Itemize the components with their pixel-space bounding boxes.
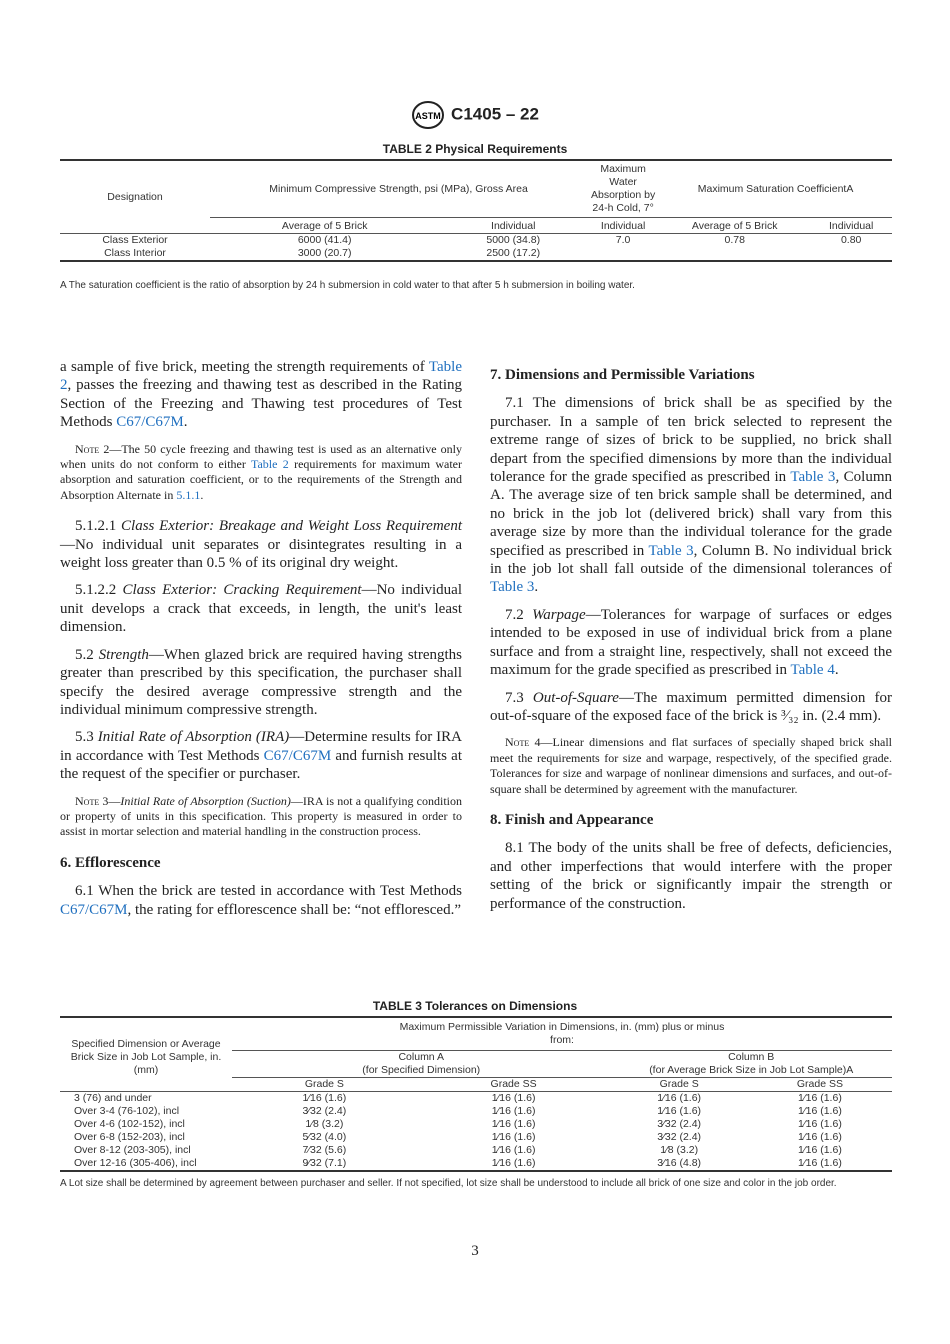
table-cell: 1⁄16 (1.6)	[798, 1131, 842, 1143]
text-segment: —Determine results for IRA in accordance with Test Methods	[60, 729, 463, 764]
text-segment: a sample of five brick, meeting the strength requirements of	[60, 359, 429, 375]
table2-footnote: A The saturation coefficient is the ratio of absorption by 24 h submersion in cold water to that after 5 h submersion in boiling water.	[60, 280, 635, 291]
table-row	[60, 1105, 892, 1118]
text-segment: 3—	[99, 793, 121, 808]
text-segment: .	[834, 662, 839, 679]
left-column	[60, 358, 462, 928]
th-strength: Minimum Compressive Strength, psi (MPa), Gross Area	[269, 182, 528, 195]
table-cell: 1⁄16 (1.6)	[657, 1105, 702, 1117]
th-column-b	[610, 1051, 892, 1078]
paragraph	[490, 606, 892, 680]
th-grade: Grade SS	[417, 1078, 611, 1092]
table-cell: 3⁄32 (2.4)	[657, 1118, 702, 1130]
paragraph	[490, 394, 892, 596]
text-segment: —IRA is not a qualifying condition or property of units in this specification. This property is measured in order to assist in mortar selection and material handling in the construction process.	[60, 793, 463, 839]
table-cell: 1⁄16 (1.6)	[491, 1092, 536, 1104]
paragraph	[60, 882, 462, 919]
column-b-label: Column B	[728, 1051, 775, 1063]
table-cell: 1⁄16 (1.6)	[491, 1157, 536, 1169]
th-sub: Average of 5 Brick	[210, 218, 439, 234]
text-segment: —No individual unit separates or disintegrates resulting in a weight loss greater than 0.5 % of its original dry weight.	[60, 536, 462, 572]
text-segment: Initial Rate of Absorption (IRA)	[97, 729, 290, 746]
table-cell: Over 4-6 (102-152), incl	[74, 1118, 185, 1130]
text-segment: Out-of-Square	[532, 689, 619, 706]
text-segment: and furnish results at the request of the specifier or purchaser.	[60, 747, 462, 783]
svg-text:ASTM: ASTM	[415, 111, 441, 121]
text-segment: —Tolerances for warpage of surfaces or edges intended to be exposed in use of individual brick from a plane surface and from a straight line, respectively, shall not exceed the maximum for the grade specified as prescribed in	[490, 606, 892, 679]
text-segment: Note	[75, 441, 100, 456]
cross-reference-link[interactable]: Table 2	[250, 457, 289, 472]
document-header	[0, 100, 950, 130]
table-cell: 3⁄32 (2.4)	[657, 1131, 702, 1143]
th-sub: Individual	[587, 218, 659, 234]
table-cell: 1⁄16 (1.6)	[491, 1105, 536, 1117]
table-cell: Over 8-12 (203-305), incl	[74, 1144, 191, 1156]
table-cell	[810, 247, 892, 261]
right-column	[490, 358, 892, 922]
table-cell: 1⁄16 (1.6)	[798, 1092, 842, 1104]
table-cell: Over 3-4 (76-102), incl	[74, 1105, 180, 1117]
paragraph	[60, 581, 462, 636]
text-segment: 5.3	[75, 729, 98, 746]
text-segment: 2—The 50 cycle freezing and thawing test is used as an alternative only when units do not conform to either	[60, 441, 462, 472]
table-row	[60, 234, 892, 248]
paragraph	[490, 839, 892, 913]
text-segment: requirements for maximum water absorption and saturation coefficient, or to the requirements of the Strength and Absorption Alternate in	[60, 457, 462, 502]
th-sub: Individual	[810, 218, 892, 234]
table-cell: 3⁄32 (2.4)	[302, 1105, 347, 1117]
table-cell	[587, 247, 659, 261]
section-heading	[490, 366, 892, 384]
table2-caption: TABLE 2 Physical Requirements	[382, 142, 568, 156]
table-cell: 7.0	[615, 234, 631, 246]
th-column-a	[232, 1051, 610, 1078]
table-cell	[659, 247, 810, 261]
table2	[60, 159, 892, 262]
text-segment: Class Exterior: Cracking Requirement	[122, 582, 362, 599]
cross-reference-link[interactable]: Table 3	[790, 469, 836, 486]
text-segment: 5.1.2.2	[75, 582, 123, 599]
text-segment: 6. Efflorescence	[60, 854, 161, 871]
table-row	[60, 1144, 892, 1157]
text-segment: .	[183, 414, 188, 431]
th-dimension: Specified Dimension or Average Brick Size in Job Lot Sample, in. (mm)	[70, 1038, 222, 1076]
table-row	[60, 247, 892, 261]
text-segment: Class Exterior: Breakage and Weight Loss Requirement	[121, 518, 463, 535]
text-segment: 5.1.2.1	[75, 518, 122, 535]
paragraph	[490, 689, 892, 726]
table-row	[60, 1092, 892, 1106]
cross-reference-link[interactable]: C67/C67M	[116, 414, 184, 431]
paragraph	[60, 728, 462, 783]
th-grade: Grade S	[232, 1078, 417, 1092]
table-row	[60, 1118, 892, 1131]
cross-reference-link[interactable]: Table 2	[60, 359, 462, 394]
text-segment: , Column B. No individual brick in the job lot shall fall outside of the dimensional tolerances of	[490, 542, 892, 578]
cross-reference-link[interactable]: Table 3	[648, 542, 694, 559]
table-cell: 9⁄32 (7.1)	[302, 1157, 347, 1169]
cross-reference-link[interactable]: Table 4	[790, 662, 835, 679]
th-absorption: Maximum Water Absorption by 24-h Cold, 7°	[591, 163, 656, 214]
cross-reference-link[interactable]: C67/C67M	[60, 901, 128, 918]
text-segment: 6.1 When the brick are tested in accordance with Test Methods	[75, 883, 462, 900]
table-cell: 1⁄16 (1.6)	[657, 1092, 702, 1104]
column-a-sub: (for Specified Dimension)	[362, 1064, 481, 1076]
text-segment: Note	[75, 793, 100, 808]
table-cell: Over 6-8 (152-203), incl	[74, 1131, 185, 1143]
table-cell: 0.78	[724, 234, 745, 246]
column-b-sub: (for Average Brick Size in Job Lot Sample)A	[649, 1064, 854, 1076]
table-cell: Class Interior	[104, 247, 166, 259]
table-cell: 3⁄16 (4.8)	[657, 1157, 702, 1169]
text-segment: —No individual unit develops a crack that exceeds, in length, the unit's least dimension.	[60, 582, 462, 636]
table-cell: 1⁄16 (1.6)	[491, 1144, 536, 1156]
table-cell: 1⁄16 (1.6)	[491, 1118, 536, 1130]
section-heading	[60, 854, 462, 872]
paragraph	[60, 358, 462, 432]
cross-reference-link[interactable]: C67/C67M	[263, 747, 332, 764]
astm-logo-icon	[411, 100, 445, 130]
text-segment: —When glazed brick are required having strengths greater than prescribed by this specification, the purchaser shall specify the desired average compressive strength and the individual minimum compressive strength.	[60, 646, 462, 718]
table3-footnote: A Lot size shall be determined by agreement between purchaser and seller. If not specified, lot size shall be understood to include all brick of one size and color in the job order.	[60, 1178, 837, 1189]
section-heading	[490, 811, 892, 829]
th-grade: Grade SS	[748, 1078, 892, 1092]
table-cell: 1⁄16 (1.6)	[798, 1105, 842, 1117]
th-max-variation: Maximum Permissible Variation in Dimensions, in. (mm) plus or minus from:	[232, 1017, 892, 1051]
table-cell: 3 (76) and under	[74, 1092, 152, 1104]
text-segment: —The maximum permitted dimension for out-of-square of the exposed face of the brick is ³⁄₃₂ in. (2.4 mm).	[490, 689, 892, 724]
page-number: 3	[471, 1243, 479, 1259]
text-segment: Note	[505, 735, 530, 750]
table-cell: 1⁄8 (3.2)	[660, 1144, 699, 1156]
text-segment: .	[534, 579, 539, 596]
table-cell: 1⁄16 (1.6)	[491, 1131, 536, 1143]
table3-caption: TABLE 3 Tolerances on Dimensions	[372, 999, 578, 1013]
table-row	[60, 1157, 892, 1171]
table-cell: 1⁄8 (3.2)	[305, 1118, 344, 1130]
table3	[60, 1016, 892, 1172]
text-segment: 5.2	[75, 646, 99, 663]
text-segment: 7. Dimensions and Permissible Variations	[490, 367, 755, 383]
table-cell: 1⁄16 (1.6)	[798, 1144, 842, 1156]
text-segment: Strength	[98, 646, 149, 663]
table-cell: 5000 (34.8)	[486, 234, 541, 246]
table-cell: Class Exterior	[102, 234, 168, 246]
table-cell: 6000 (41.4)	[297, 234, 352, 246]
text-segment: 8.1 The body of the units shall be free of defects, deficiencies, and other imperfections that would interfere with the proper setting of the brick or significantly impair the strength or performance of the construction.	[490, 840, 892, 912]
text-segment: , passes the freezing and thawing test as described in the Rating Section of the Freezing and Thawing test procedures of Test Methods	[60, 377, 462, 431]
text-segment: 7.1 The dimensions of brick shall be as specified by the purchaser. In a sample of ten brick selected to represent the extreme range of sizes of brick to be supplied, no brick shall depart from the specified dimensions by more than the individual tolerance for the grade specified as prescribed in	[490, 395, 892, 486]
text-segment: Warpage	[532, 606, 586, 623]
note-paragraph	[490, 735, 892, 797]
cross-reference-link[interactable]: 5.1.1	[176, 487, 201, 502]
table-cell: 7⁄32 (5.6)	[302, 1144, 347, 1156]
note-paragraph	[60, 794, 462, 840]
table-cell: 5⁄32 (4.0)	[302, 1131, 347, 1143]
standard-designation: C1405 – 22	[451, 104, 539, 124]
table-row	[60, 1131, 892, 1144]
table-cell: 1⁄16 (1.6)	[798, 1157, 842, 1169]
table-cell: 2500 (17.2)	[486, 247, 541, 259]
text-segment: , the rating for efflorescence shall be: “not effloresced.”	[127, 901, 461, 918]
table-cell: 0.80	[840, 234, 862, 246]
table-cell: 1⁄16 (1.6)	[798, 1118, 842, 1130]
th-sub: Average of 5 Brick	[659, 218, 810, 234]
table-cell: 3000 (20.7)	[297, 247, 352, 259]
text-segment: 7.2	[505, 606, 533, 623]
text-segment: .	[200, 487, 204, 502]
th-saturation: Maximum Saturation CoefficientA	[697, 182, 854, 195]
table-cell: Over 12-16 (305-406), incl	[74, 1157, 197, 1169]
table-cell: 1⁄16 (1.6)	[302, 1092, 347, 1104]
text-segment: 7.3	[505, 689, 533, 706]
text-segment: 4—Linear dimensions and flat surfaces of specially shaped brick shall meet the requirements for size and warpage, respectively, of the specified grade. Tolerances for size and warpage of nonlinear dimensions and surfaces, and out-of-square shall be determined by agreement with the manufacturer.	[490, 735, 892, 796]
th-grade: Grade S	[610, 1078, 747, 1092]
paragraph	[60, 646, 462, 720]
th-designation: Designation	[107, 190, 163, 203]
text-segment: 8. Finish and Appearance	[490, 811, 654, 828]
column-a-label: Column A	[398, 1051, 444, 1063]
paragraph	[60, 517, 462, 572]
text-segment: Initial Rate of Absorption (Suction)	[120, 793, 291, 808]
text-segment: , Column A. The average size of ten brick sample shall be determined, and no brick in the job lot (delivered brick) shall vary from this average size by more than the individual tolerance for the grade specified as prescribed in	[490, 469, 892, 559]
th-sub: Individual	[439, 218, 587, 234]
cross-reference-link[interactable]: Table 3	[490, 579, 535, 596]
note-paragraph	[60, 442, 462, 504]
